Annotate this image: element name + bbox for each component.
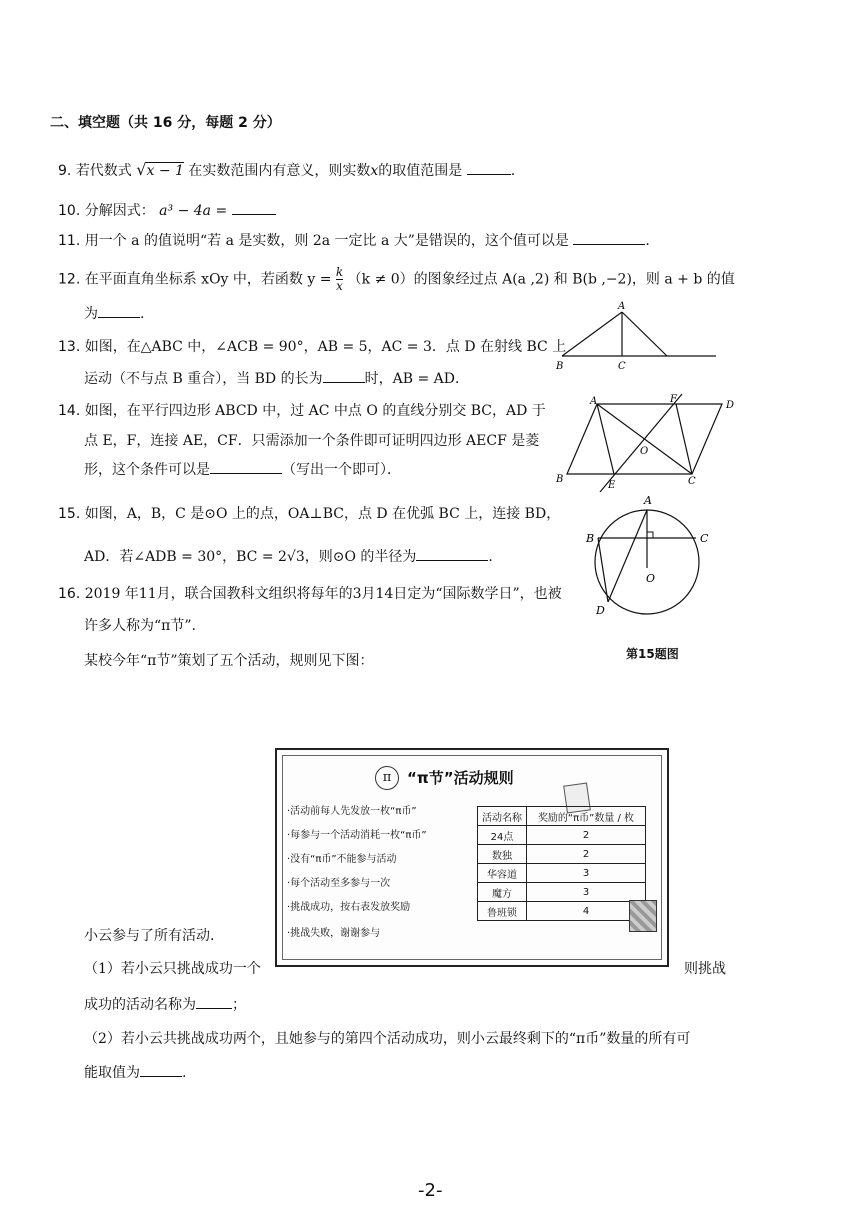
question-12-line2 [84,303,144,323]
q11-answer-blank[interactable] [573,230,645,245]
question-11 [58,230,650,250]
label-b: B [556,361,564,372]
q12-line2: 为 [84,306,98,322]
page-number: -2- [418,1180,443,1201]
q11-text: 用一个 a 的值说明“若 a 是实数，则 2a 一定比 a 大”是错误的，这个值可以是 [84,233,569,249]
label-d: D [596,604,605,617]
segment-bd [598,538,608,602]
question-14-line1 [58,400,546,420]
label-e: E [608,480,616,491]
q14-answer-blank[interactable] [210,459,282,474]
q12-fraction [336,266,343,293]
q10-text: 分解因式： [84,203,155,219]
label-b: B [586,532,595,545]
label-a: A [618,301,626,312]
label-c: C [618,361,626,372]
rule-item: ·没有“π币”不能参与活动 [287,854,397,865]
q9-post2: 的取值范围是 [378,163,463,179]
activity-name: 魔方 [478,883,527,902]
q16-part2-end: . [182,1065,187,1081]
q16-part1-line2 [84,994,246,1014]
line-ef [600,394,682,492]
q16-part2-b: 能取值为 [84,1065,140,1081]
q15-caption: 第15题图 [626,647,679,661]
reward-count: 3 [527,864,646,883]
table-header-row [478,807,646,826]
question-15-line2 [84,546,493,566]
table-row [478,864,646,883]
activity-name: 鲁班锁 [478,902,527,921]
table-row [478,902,646,921]
q16-part2-answer-blank[interactable] [140,1062,182,1077]
q16-part2: （2）若小云共挑战成功两个，且她参与的第四个活动成功，则小云最终剩下的“π币”数量的所有可 [84,1031,691,1047]
q9-number: 9. [58,163,72,179]
q12-frac-num: k [335,265,344,279]
q12-end: . [140,306,145,322]
q12-line1b: （k ≠ 0）的图象经过点 A(a ,2) 和 B(b ,−2)，则 a + b 的值 [347,271,735,288]
question-13-line1 [58,336,566,356]
label-b: B [556,474,564,485]
label-c: C [688,476,696,487]
question-12-line1 [58,266,735,293]
table-row [478,883,646,902]
q14-line3b: （写出一个即可）． [282,462,401,478]
reward-count: 2 [527,826,646,845]
q14-parallelogram-diagram [552,392,747,492]
reward-table [477,806,646,921]
label-a: A [644,494,652,507]
header-reward: 奖励的“π币”数量 / 枚 [527,807,646,826]
q10-number: 10. [58,203,81,219]
q14-number: 14. [58,403,81,419]
right-angle-mark [647,532,653,538]
q11-number: 11. [58,233,81,249]
q16-part2-line2 [84,1062,186,1082]
q9-var: x [370,163,379,179]
q15-end: . [488,549,493,565]
header-activity-name: 活动名称 [478,807,527,826]
q16-line2: 许多人称为“π节”. [84,618,196,634]
question-14-line3 [84,459,401,479]
activity-name: 华容道 [478,864,527,883]
q9-pre: 若代数式 [75,163,132,179]
rubiks-cube-illustration [629,900,657,932]
q16-number: 16. [58,586,81,602]
pi-logo: π [375,766,399,790]
label-f: F [670,394,677,405]
reward-count: 3 [527,883,646,902]
segment-ab [562,312,622,356]
q13-number: 13. [58,339,81,355]
q16-part1-c: 成功的活动名称为 [84,997,196,1013]
rule-item: ·挑战成功，按右表发放奖励 [287,902,411,913]
activity-rules-poster [275,748,669,967]
q15-line1: 如图，A，B，C 是⊙O 上的点，OA⊥BC，点 D 在优弧 BC 上，连接 BD， [84,506,561,522]
q10-answer-blank[interactable] [232,200,276,215]
q16-line3: 某校今年“π节”策划了五个活动，规则见下图： [84,653,374,669]
rule-item: ·活动前每人先发放一枚“π币” [287,806,417,817]
question-16-line1 [58,583,562,603]
q12-answer-blank[interactable] [98,303,140,318]
segment-ad [608,510,647,602]
q13-line1: 如图，在△ABC 中，∠ACB = 90°，AB = 5，AC = 3．点 D 在射线 BC 上 [84,339,567,355]
q16-line4: 小云参与了所有活动. [84,928,215,944]
section-heading: 二、填空题（共 16 分，每题 2 分） [50,115,281,131]
rule-item: ·每个活动至多参与一次 [287,878,391,889]
q13-answer-blank[interactable] [323,368,365,383]
table-row [478,826,646,845]
activity-name: 数独 [478,845,527,864]
q13-line2b: 时，AB = AD． [364,371,469,387]
question-9 [58,160,515,180]
q9-answer-blank[interactable] [467,160,511,175]
question-10 [58,200,276,220]
q12-frac-den: x [336,279,343,293]
table-row [478,845,646,864]
q16-part1-answer-blank[interactable] [196,994,232,1009]
q15-number: 15. [58,506,81,522]
label-c: C [700,532,709,545]
label-a: A [590,396,598,407]
segment-ad [622,312,667,356]
q9-radicand: x − 1 [146,163,184,179]
q15-line2a: AD．若∠ADB = 30°，BC = 2√3，则⊙O 的半径为 [84,549,417,565]
q14-line3a: 形，这个条件可以是 [84,462,210,478]
q12-number: 12. [58,271,81,288]
label-o: O [646,572,656,585]
reward-count: 2 [527,845,646,864]
q15-answer-blank[interactable] [416,546,488,561]
q16-part1-end: ； [232,997,246,1013]
q15-circle-diagram [582,490,712,620]
q16-part1-b: 则挑战 [684,961,726,977]
activity-name: 24点 [478,826,527,845]
question-15-line1 [58,503,560,523]
q14-line2: 点 E，F，连接 AE，CF．只需添加一个条件即可证明四边形 AECF 是菱 [84,433,540,449]
q16-line1: 2019 年11月，联合国教科文组织将每年的3月14日定为“国际数学日”，也被 [84,586,562,602]
q9-end: . [510,163,516,179]
q13-triangle-diagram [552,300,722,375]
q13-line2a: 运动（不与点 B 重合），当 BD 的长为 [84,371,323,387]
rule-item: ·挑战失败，谢谢参与 [287,928,381,939]
question-13-line2 [84,368,469,388]
poster-title: “π节”活动规则 [407,769,514,787]
label-d: D [726,400,735,411]
sqrt-symbol: √ [136,160,147,179]
reward-count: 4 [527,902,646,921]
label-o: O [640,446,649,457]
q12-line1a: 在平面直角坐标系 xOy 中，若函数 y = [84,271,332,288]
q14-line1: 如图，在平行四边形 ABCD 中，过 AC 中点 O 的直线分别交 BC，AD 于 [84,403,546,419]
q9-post: 在实数范围内有意义，则实数 [188,163,371,179]
q10-expression: a³ − 4a = [159,203,228,219]
q16-part1-a: （1）若小云只挑战成功一个 [84,961,261,977]
rule-item: ·每参与一个活动消耗一枚“π币” [287,830,427,841]
q11-end: . [645,233,650,249]
